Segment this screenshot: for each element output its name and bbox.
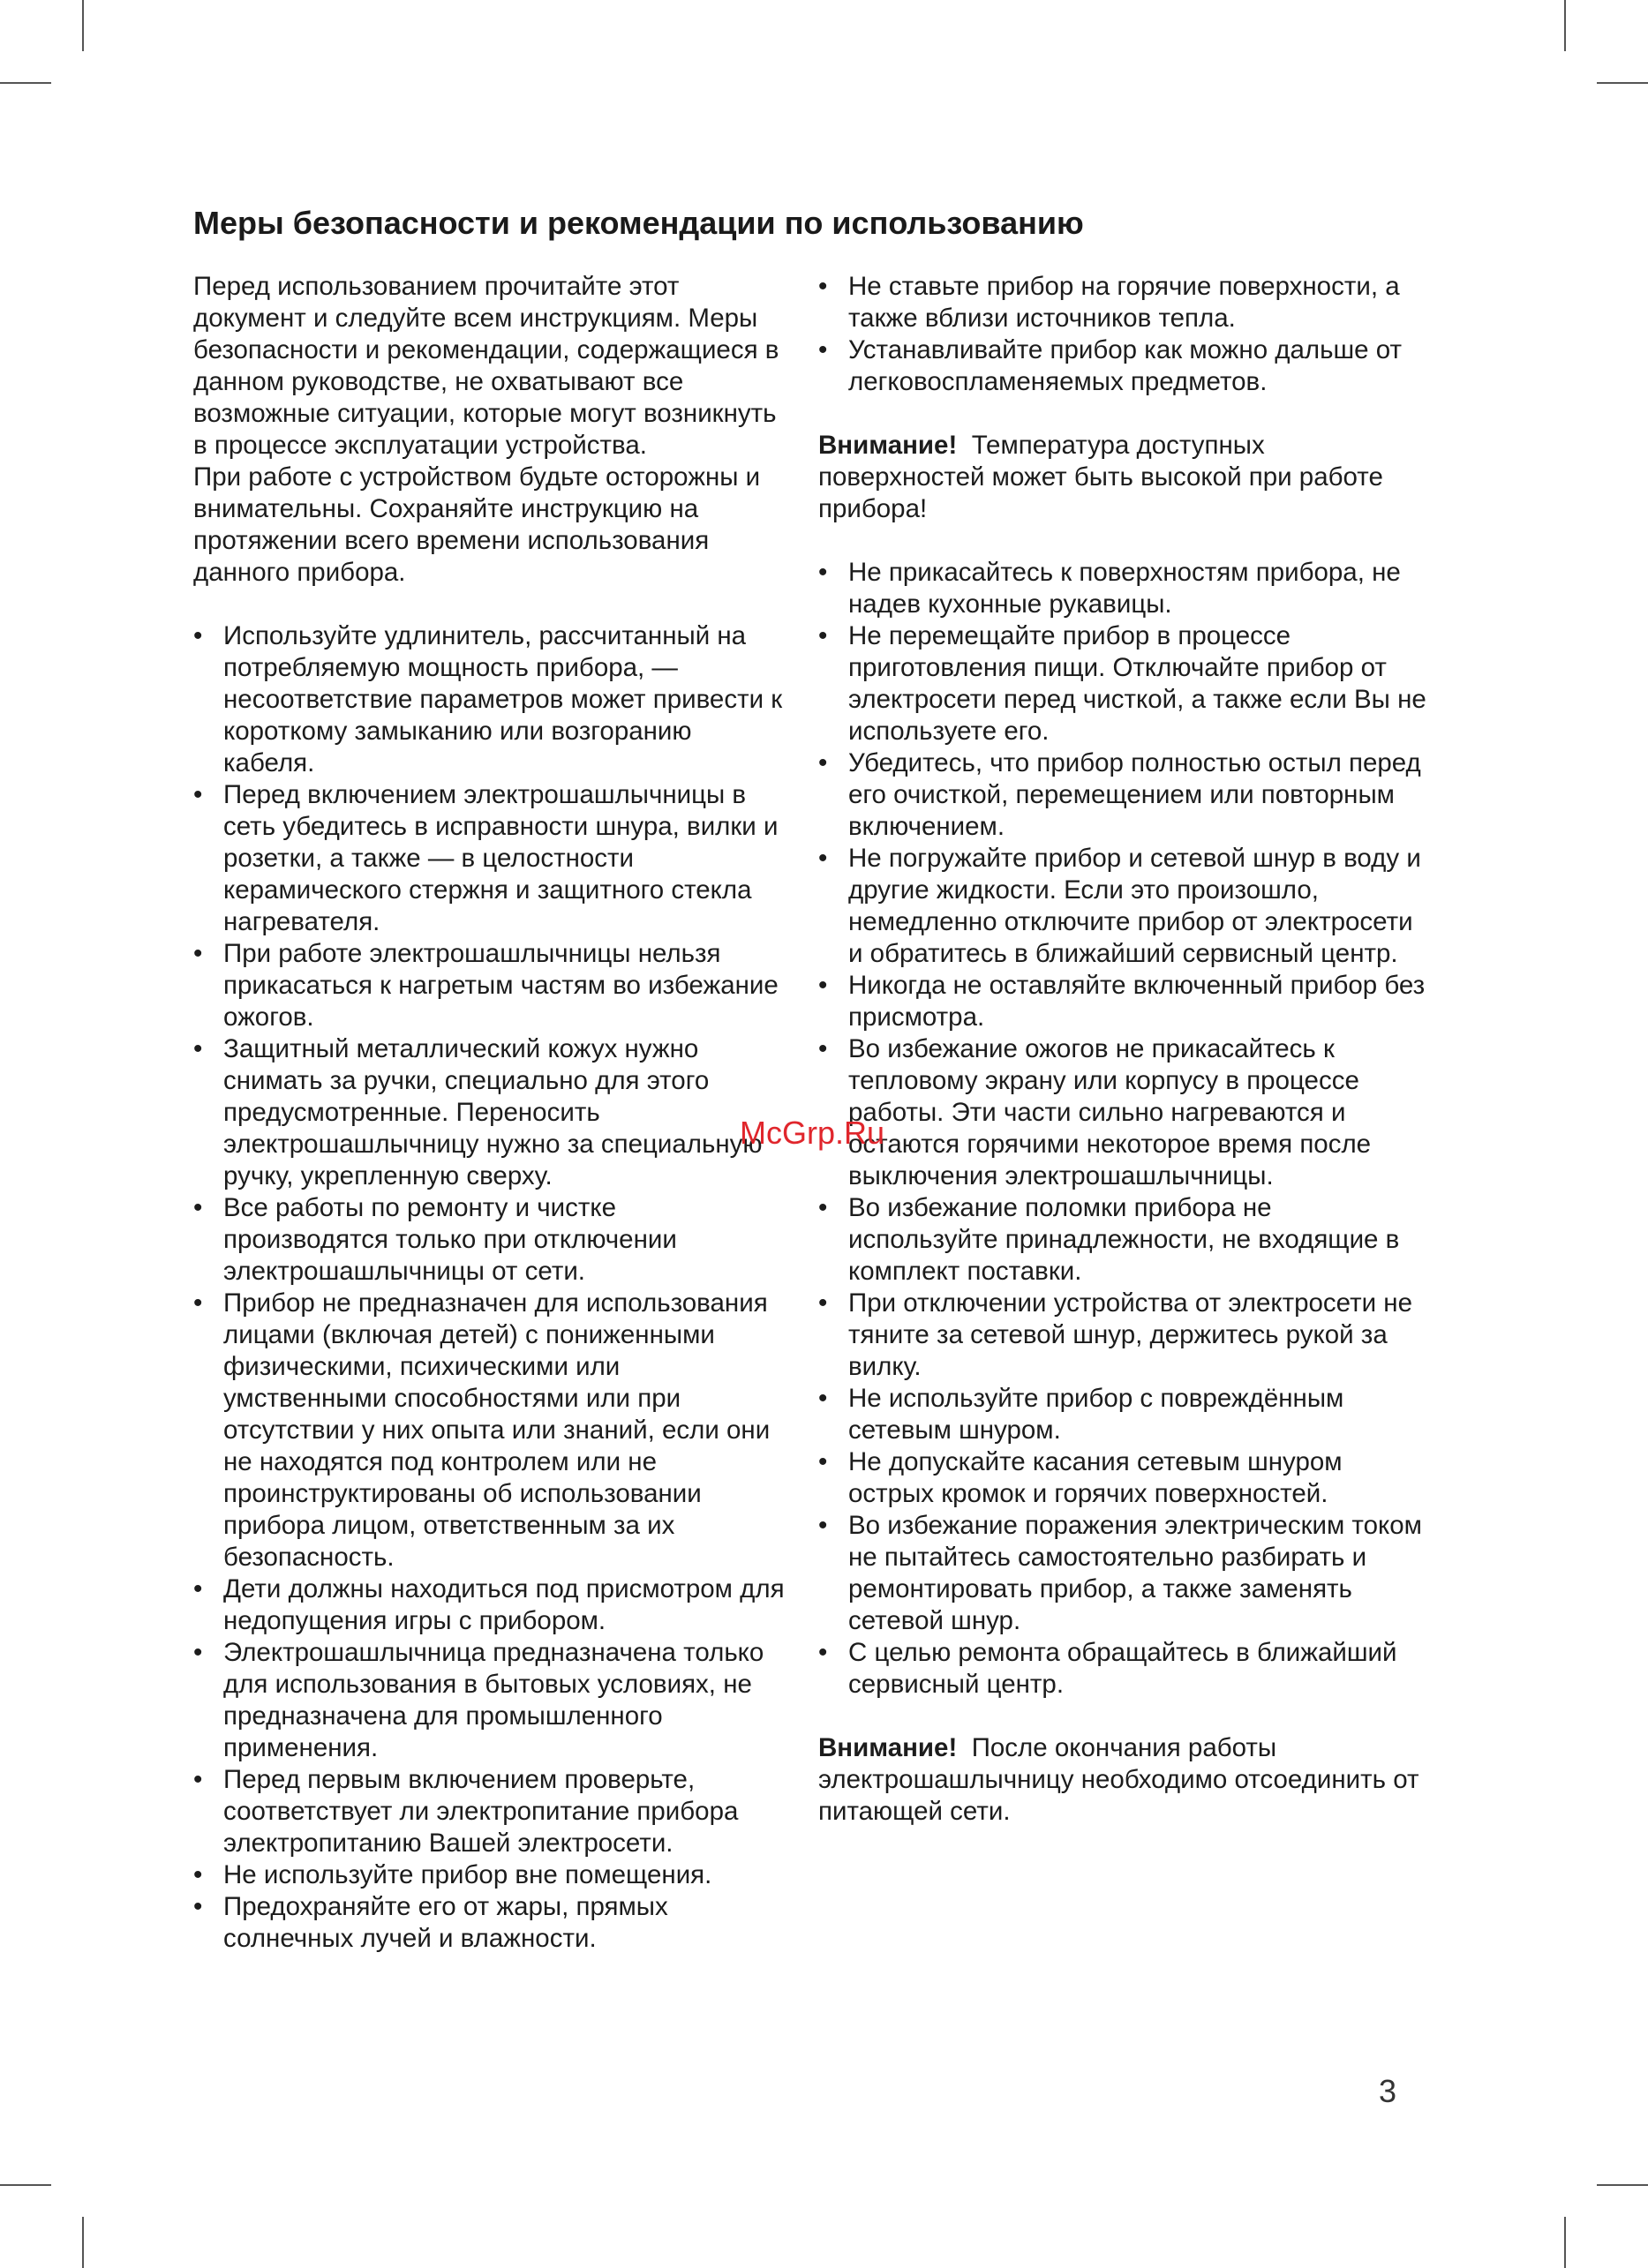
crop-mark [1597,82,1648,84]
watermark: McGrp.Ru [740,1115,885,1151]
safety-list [818,557,1427,1701]
left-column [193,271,785,1955]
page-number: 3 [1379,2073,1397,2109]
list-item: • Не используйте прибор с повреждённым сетевым шнуром. [818,1383,1427,1446]
list-item: • Используйте удлинитель, рассчитанный на потребляемую мощность прибора, — несоответствие параметров может привести к короткому замыканию или возгоранию кабеля. [193,620,785,779]
crop-mark [0,2184,51,2186]
crop-mark [1564,0,1566,51]
crop-mark [82,0,84,51]
list-item: • Предохраняйте его от жары, прямых солнечных лучей и влажности. [193,1891,785,1955]
warning-text: После окончания работы электрошашлычницу необходимо отсоединить от питающей сети. [818,1733,1419,1826]
crop-mark [0,82,51,84]
list-item: • Во избежание поломки прибора не используйте принадлежности, не входящие в комплект поставки. [818,1192,1427,1288]
list-item: • Электрошашлычница предназначена только для использования в бытовых условиях, не предназначена для промышленного применения. [193,1637,785,1764]
safety-list [193,620,785,1955]
warning-text: Температура доступных поверхностей может быть высокой при работе прибора! [818,431,1383,523]
warning-label: Внимание! [818,1733,958,1762]
safety-list [818,271,1427,398]
warning-paragraph [818,1732,1427,1828]
list-item: • Защитный металлический кожух нужно снимать за ручки, специально для этого предусмотренные. Переносить электрошашлычницу нужно за специальную ручку, укрепленную сверху. [193,1033,785,1192]
list-item: • Не используйте прибор вне помещения. [193,1859,785,1891]
list-item: • Прибор не предназначен для использования лицами (включая детей) с пониженными физическими, психическими или умственными способностями или при отсутствии у них опыта или знаний, если они не находятся под контролем или не проинструктированы об использовании прибора лицом, ответственным за их безопасность. [193,1288,785,1573]
right-column [818,271,1427,1828]
intro-paragraph: При работе с устройством будьте осторожны и внимательны. Сохраняйте инструкцию на протяжении всего времени использования данного прибора. [193,462,761,587]
list-item: • С целью ремонта обращайтесь в ближайший сервисный центр. [818,1637,1427,1701]
list-item: • Перед первым включением проверьте, соответствует ли электропитание прибора электропитанию Вашей электросети. [193,1764,785,1859]
list-item: • Не перемещайте прибор в процессе приготовления пищи. Отключайте прибор от электросети перед чисткой, а также если Вы не используете его. [818,620,1427,747]
warning-paragraph [818,430,1427,525]
crop-mark [82,2217,84,2268]
list-item: • Не прикасайтесь к поверхностям прибора, не надев кухонные рукавицы. [818,557,1427,620]
crop-mark [1597,2184,1648,2186]
list-item: • Не погружайте прибор и сетевой шнур в воду и другие жидкости. Если это произошло, немедленно отключите прибор от электросети и обратитесь в ближайший сервисный центр. [818,843,1427,970]
crop-mark [1564,2217,1566,2268]
list-item: • Не допускайте касания сетевым шнуром острых кромок и горячих поверхностей. [818,1446,1427,1510]
list-item: • Убедитесь, что прибор полностью остыл перед его очисткой, перемещением или повторным включением. [818,747,1427,843]
list-item: • При работе электрошашлычницы нельзя прикасаться к нагретым частям во избежание ожогов. [193,938,785,1033]
list-item: • Во избежание поражения электрическим током не пытайтесь самостоятельно разбирать и ремонтировать прибор, а также заменять сетевой шнур. [818,1510,1427,1637]
warning-label: Внимание! [818,431,958,460]
list-item: • Все работы по ремонту и чистке производятся только при отключении электрошашлычницы от сети. [193,1192,785,1288]
list-item: • Устанавливайте прибор как можно дальше от легковоспламеняемых предметов. [818,334,1427,398]
list-item: • Не ставьте прибор на горячие поверхности, а также вблизи источников тепла. [818,271,1427,334]
list-item: • Никогда не оставляйте включенный прибор без присмотра. [818,970,1427,1033]
list-item: • Перед включением электрошашлычницы в сеть убедитесь в исправности шнура, вилки и розетки, а также — в целостности керамического стержня и защитного стекла нагревателя. [193,779,785,938]
list-item: • При отключении устройства от электросети не тяните за сетевой шнур, держитесь рукой за вилку. [818,1288,1427,1383]
list-item: • Во избежание ожогов не прикасайтесь к тепловому экрану или корпусу в процессе работы. Эти части сильно нагреваются и остаются горячими некоторое время после выключения электрошашлычницы. [818,1033,1427,1192]
intro-paragraph: Перед использованием прочитайте этот документ и следуйте всем инструкциям. Меры безопасности и рекомендации, содержащиеся в данном руководстве, не охватывают все возможные ситуации, которые могут возникнуть в процессе эксплуатации устройства. [193,272,779,460]
page-title: Меры безопасности и рекомендации по использованию [193,205,1084,241]
list-item: • Дети должны находиться под присмотром для недопущения игры с прибором. [193,1573,785,1637]
